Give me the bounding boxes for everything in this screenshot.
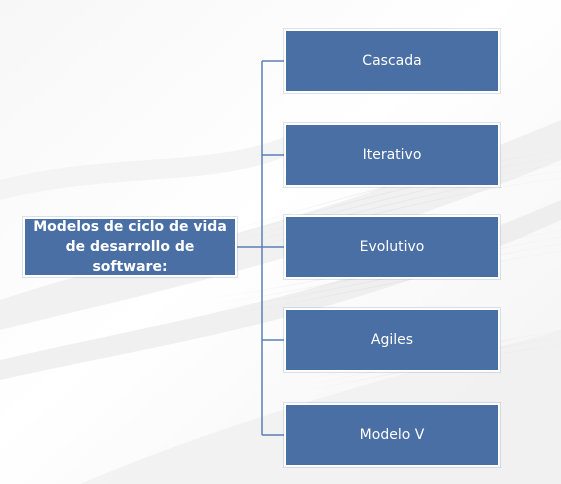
child-node-label: Cascada (362, 53, 422, 69)
child-node-label: Agiles (370, 332, 414, 348)
child-node-agiles (284, 308, 500, 372)
child-node-iterativo (284, 123, 500, 187)
child-node-evolutivo (284, 215, 500, 279)
child-node-cascada (284, 29, 500, 93)
root-node (23, 217, 237, 277)
child-node-modelo-v (284, 403, 500, 467)
child-node-label: Iterativo (362, 147, 422, 163)
child-node-label: Evolutivo (359, 239, 425, 255)
root-node-label: Modelos de ciclo de vida de desarrollo de software: (33, 219, 227, 275)
child-node-label: Modelo V (359, 427, 425, 443)
